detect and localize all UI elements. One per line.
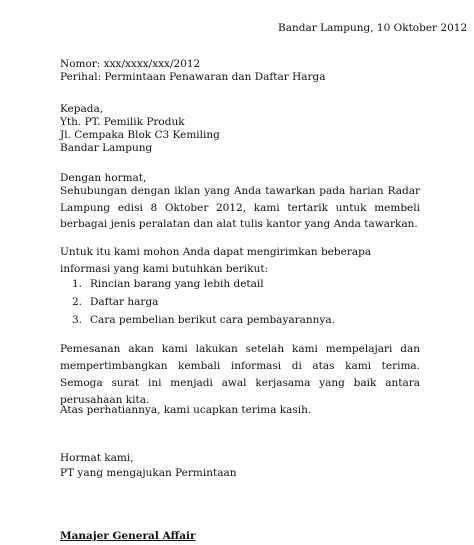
- signature-title: Manajer General Affair: [60, 530, 196, 542]
- list-item: [72, 312, 335, 330]
- closing-salutation: Hormat kami,: [60, 452, 134, 464]
- body-paragraph-1: Sehubungan dengan iklan yang Anda tawarkan pada harian Radar Lampung edisi 8 Oktober 2012, kami tertarik untuk membeli berbagai jenis peralatan dan alat tulis kantor yang Anda tawarkan.: [60, 185, 420, 230]
- letter-date: Bandar Lampung, 10 Oktober 2012: [278, 22, 468, 34]
- request-list: [72, 276, 335, 330]
- list-item-text: Daftar harga: [90, 296, 159, 308]
- recipient-city: Bandar Lampung: [60, 142, 153, 154]
- list-item-text: Cara pembelian berikut cara pembayarannya.: [90, 314, 335, 326]
- recipient-street: Jl. Cempaka Blok C3 Kemiling: [60, 129, 220, 141]
- list-item-text: Rincian barang yang lebih detail: [90, 278, 264, 290]
- letter-subject: Perihal: Permintaan Penawaran dan Daftar Harga: [60, 71, 326, 83]
- recipient-name: Yth. PT. Pemilik Produk: [60, 116, 185, 128]
- body-paragraph-2: Untuk itu kami mohon Anda dapat mengirimkan beberapa informasi yang kami butuhkan berikut:: [60, 246, 372, 275]
- list-item-number: 2.: [72, 296, 83, 308]
- list-item: [72, 294, 335, 312]
- closing-thanks: Atas perhatiannya, kami ucapkan terima kasih.: [60, 404, 312, 416]
- letter-number: Nomor: xxx/xxxx/xxx/2012: [60, 58, 201, 70]
- greeting: Dengan hormat,: [60, 172, 147, 184]
- recipient-kepada: Kepada,: [60, 103, 104, 115]
- sender-company: PT yang mengajukan Permintaan: [60, 467, 237, 479]
- list-item-number: 3.: [72, 314, 83, 326]
- list-item: [72, 276, 335, 294]
- list-item-number: 1.: [72, 278, 83, 290]
- body-paragraph-3: Pemesanan akan kami lakukan setelah kami mempelajari dan mempertimbangkan kembali informasi di atas kami terima. Semoga surat ini menjadi awal kerjasama yang baik antara perusahaan kita.: [60, 343, 420, 406]
